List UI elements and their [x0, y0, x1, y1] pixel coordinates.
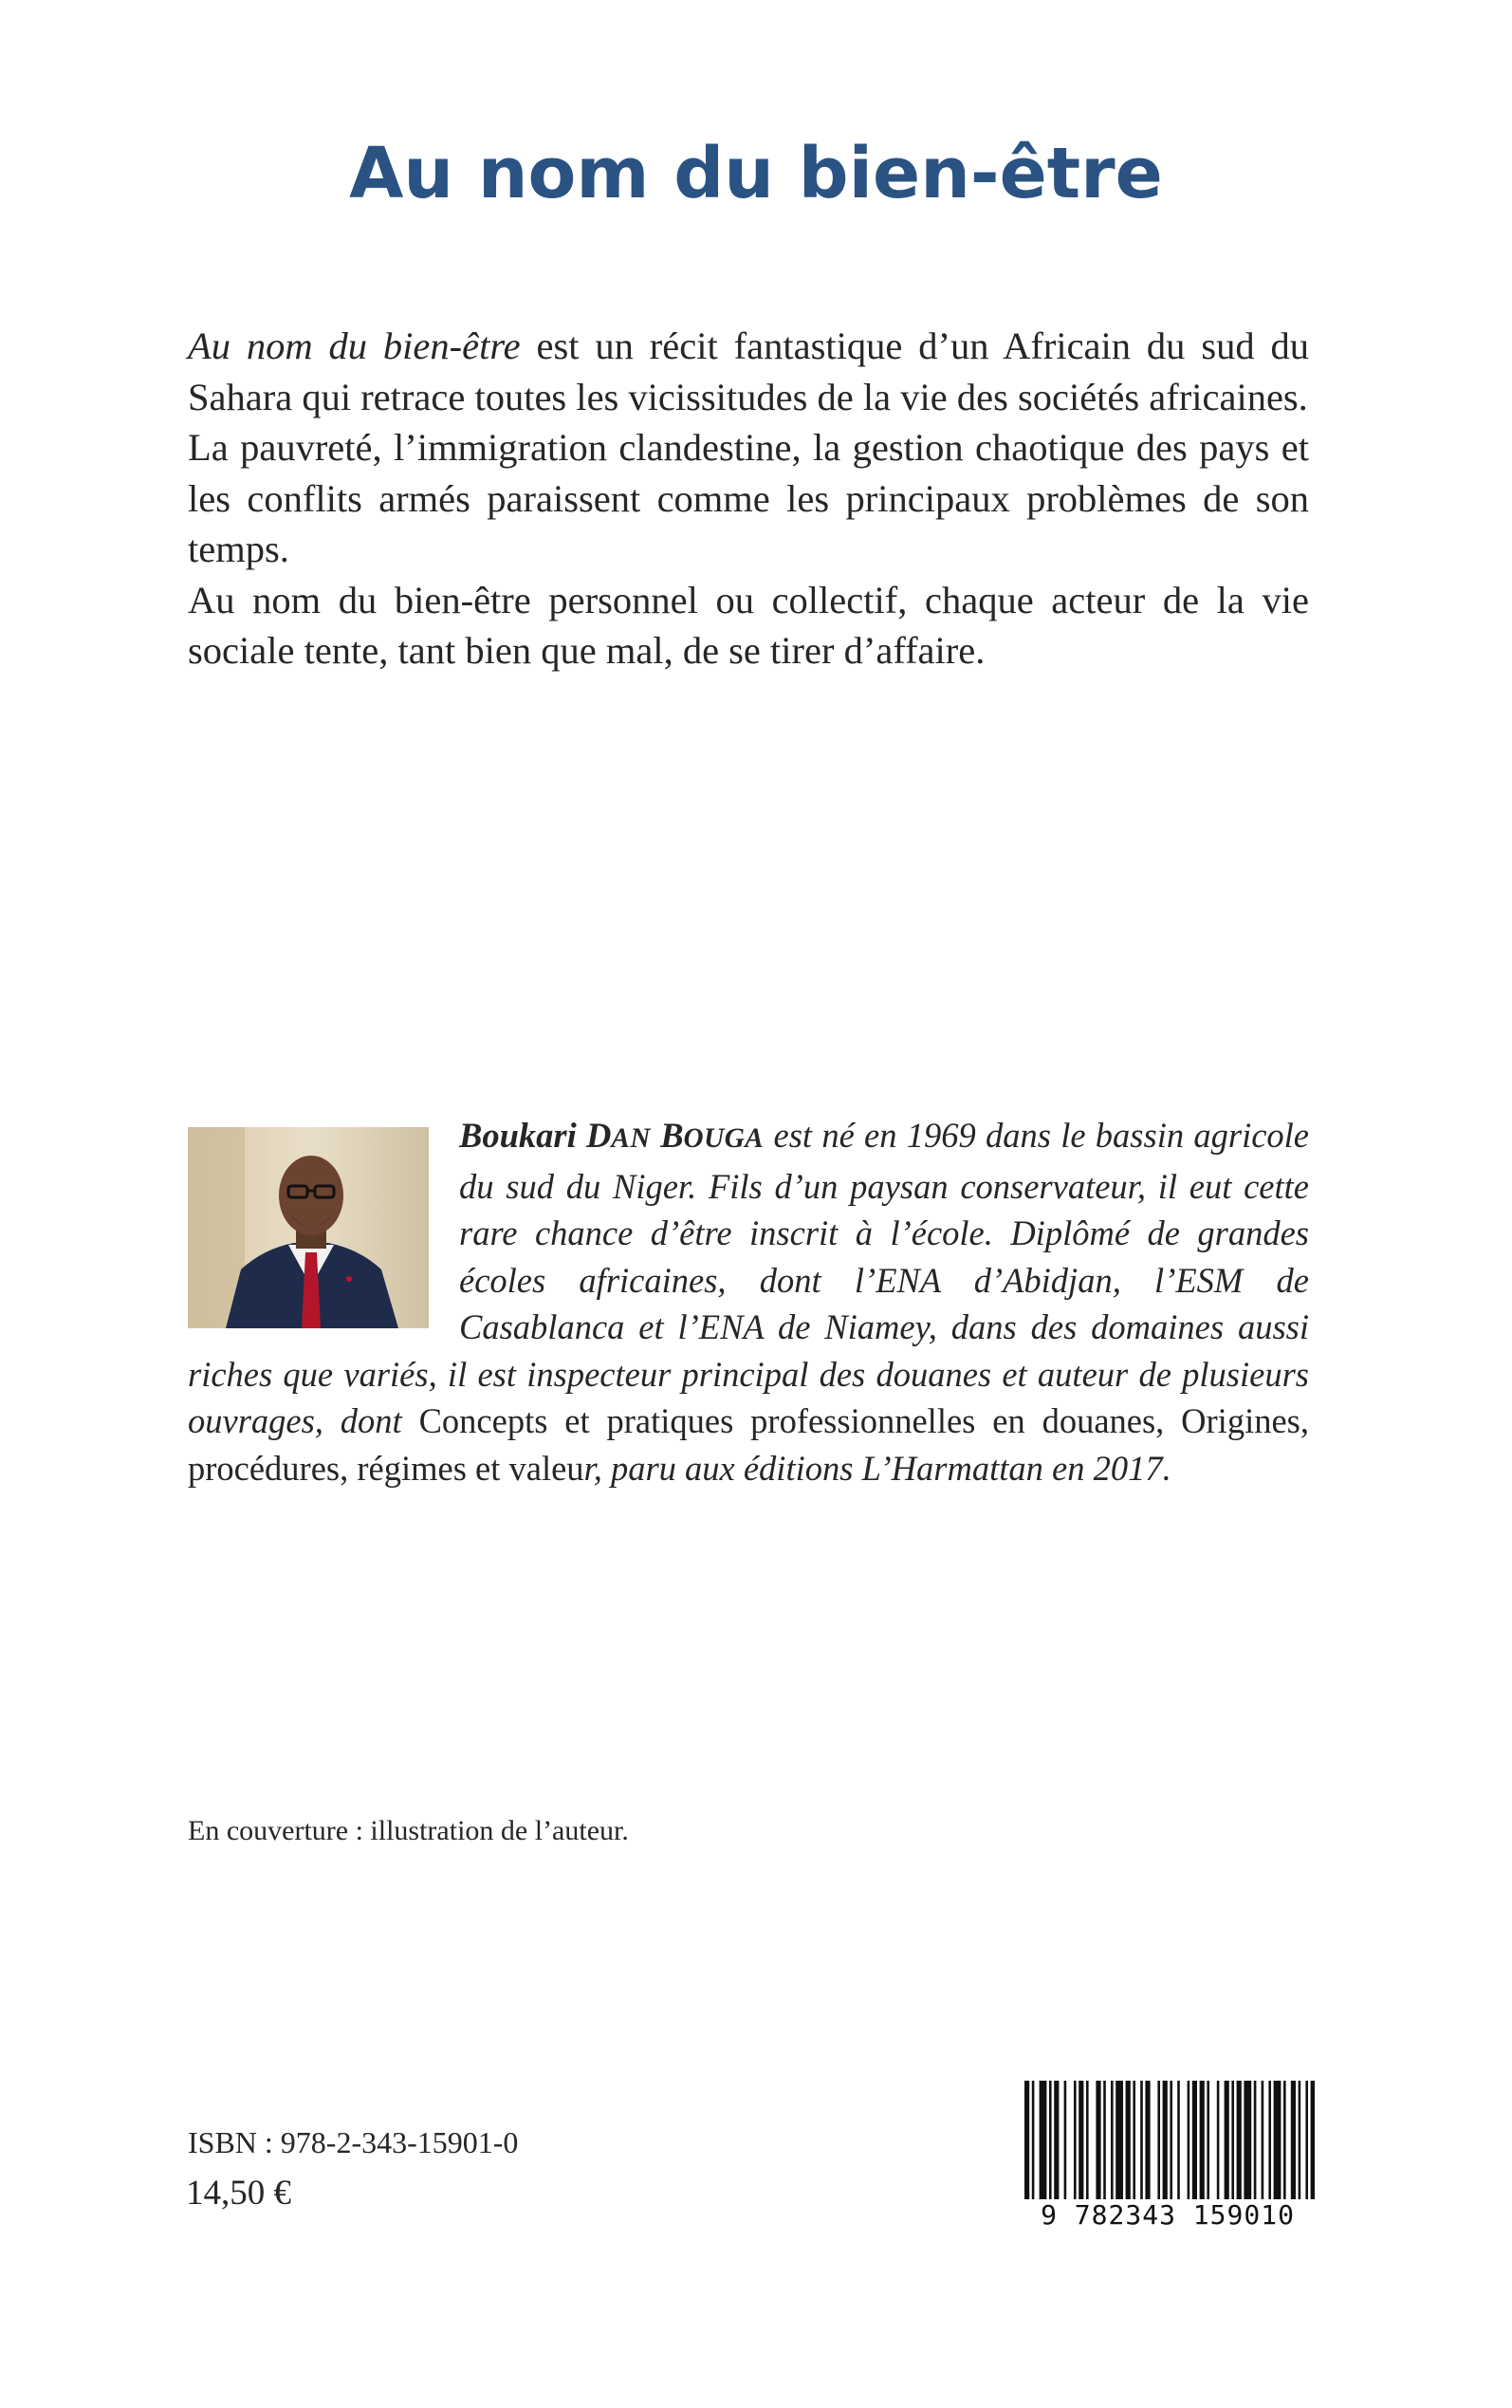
blurb-paragraph-1	[188, 321, 1309, 422]
bio-text-2: r, paru aux éditions L’Harmattan en 2017.	[583, 1448, 1171, 1488]
barcode-bar	[1299, 2081, 1301, 2202]
barcode-bar	[1079, 2081, 1083, 2202]
bio-book-title: Concepts et pratiques professionnelles en douanes, Origines, procédures, régimes et valeu	[188, 1401, 1309, 1488]
barcode-bar	[1305, 2081, 1308, 2202]
author-last-initial-1: D	[586, 1116, 612, 1155]
author-last-rest-1: AN	[611, 1123, 651, 1154]
barcode-bar	[1116, 2081, 1123, 2202]
barcode-bar	[1040, 2081, 1047, 2202]
cover-credit: En couverture : illustration de l’auteur.	[188, 1815, 629, 1846]
barcode-bar	[1274, 2081, 1282, 2202]
barcode-bar	[1254, 2081, 1257, 2202]
blurb-title-italic: Au nom du bien-être	[188, 324, 521, 367]
author-name	[459, 1116, 764, 1155]
author-last-rest-2: OUGA	[683, 1123, 765, 1154]
blurb-paragraph-3: Au nom du bien-être personnel ou collectif, chaque acteur de la vie sociale tente, tant bien que mal, de se tirer d’affaire.	[188, 578, 1309, 672]
blurb-paragraph-1-text: est un récit fantastique d’un Africain du sud du Sahara qui retrace toutes les vicissitudes de la vie des sociétés africaines.	[188, 324, 1309, 418]
barcode-bar	[1192, 2081, 1197, 2202]
barcode-bar	[1163, 2081, 1168, 2202]
barcode-bar	[1177, 2081, 1180, 2202]
author-last-name	[586, 1116, 764, 1155]
barcode-bar	[1200, 2081, 1205, 2202]
author-bio	[188, 1112, 1309, 1491]
barcode-bar	[1311, 2081, 1315, 2202]
barcode-bar	[1126, 2081, 1131, 2202]
bio-text-1: est né en 1969 dans le bassin agricole du sud du Niger. Fils d’un paysan conservateur, il eut cette rare chance d’être inscrit à l’école. Diplômé de grandes écoles africaines, dont l’ENA d’Abidjan, l’ESM de Casablanca et l’ENA de Niamey, dans des domaines aussi riches que variés, il est inspecteur principal des douanes et auteur de plusieurs ouvrages, dont	[188, 1116, 1310, 1440]
barcode-bar	[1024, 2081, 1029, 2202]
barcode-bar	[1188, 2081, 1190, 2202]
barcode-bar	[1054, 2081, 1059, 2202]
barcode-bar	[1157, 2081, 1160, 2202]
barcode-bar	[1268, 2081, 1271, 2202]
author-first-name: Boukari	[459, 1116, 577, 1155]
barcode-bar	[1170, 2081, 1172, 2202]
barcode-bar	[1064, 2081, 1067, 2202]
barcode-bar	[1140, 2081, 1143, 2202]
barcode-bar	[1225, 2081, 1229, 2202]
barcode-bar	[1111, 2081, 1114, 2202]
barcode-bar	[1086, 2081, 1089, 2202]
barcode-bar	[1133, 2081, 1135, 2202]
isbn: ISBN : 978-2-343-15901-0	[188, 2125, 519, 2159]
blurb	[188, 321, 1309, 676]
blurb-paragraph-2: La pauvreté, l’immigration clandestine, la gestion chaotique des pays et les conflits armés paraissent comme les principaux problèmes de son temps.	[188, 426, 1309, 570]
barcode-bar	[1049, 2081, 1052, 2202]
barcode-bar	[1032, 2081, 1035, 2202]
photo-spacer	[188, 1112, 459, 1340]
barcode-bar	[1262, 2081, 1264, 2202]
author-last-initial-2: B	[660, 1116, 684, 1155]
barcode-bar	[1207, 2081, 1209, 2202]
barcode-number: 9 782343 159010	[1021, 2199, 1315, 2231]
barcode-bar	[1103, 2081, 1106, 2202]
barcode-bar	[1217, 2081, 1220, 2202]
barcode-bar	[1291, 2081, 1296, 2202]
book-title: Au nom du bien-être	[349, 133, 1163, 214]
barcode-bar	[1145, 2081, 1150, 2202]
barcode-bar	[1074, 2081, 1077, 2202]
barcode-bar	[1231, 2081, 1234, 2202]
price: 14,50 €	[186, 2174, 291, 2213]
barcode-bar	[1283, 2081, 1286, 2202]
barcode-bar	[1096, 2081, 1100, 2202]
barcode-bar	[1244, 2081, 1251, 2202]
barcode-bar	[1237, 2081, 1242, 2202]
